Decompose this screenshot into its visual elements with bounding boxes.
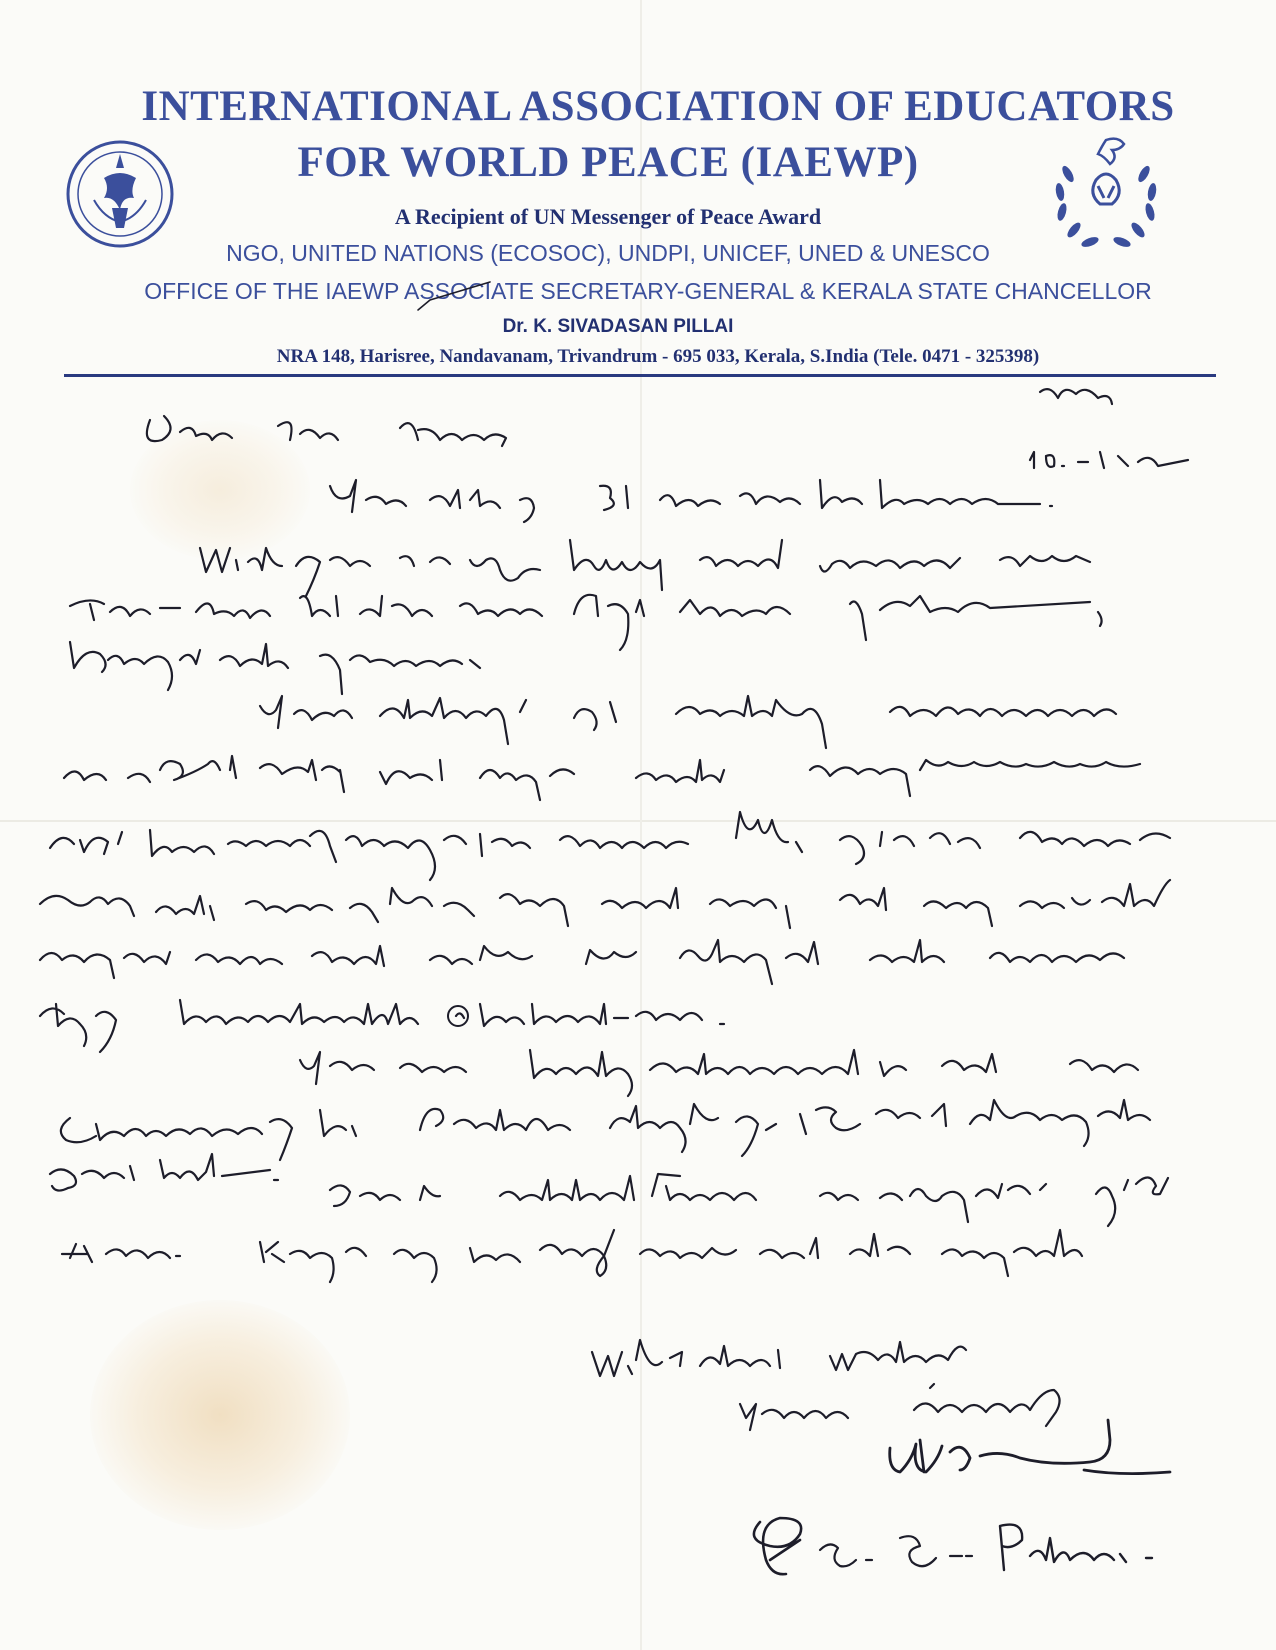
affiliations-line: NGO, UNITED NATIONS (ECOSOC), UNDPI, UNICEF, UNED & UNESCO bbox=[226, 240, 990, 266]
office-line: OFFICE OF THE IAEWP ASSOCIATE SECRETARY-GENERAL & KERALA STATE CHANCELLOR bbox=[144, 278, 1152, 304]
address-line: NRA 148, Harisree, Nandavanam, Trivandrum - 695 033, Kerala, S.India (Tele. 0471 - 325398) bbox=[276, 346, 1040, 367]
officer-name: Dr. K. SIVADASAN PILLAI bbox=[502, 316, 734, 337]
award-line: A Recipient of UN Messenger of Peace Award bbox=[394, 204, 822, 229]
letterhead-title-line2: FOR WORLD PEACE (IAEWP) bbox=[297, 139, 919, 186]
letterhead-title-line1: INTERNATIONAL ASSOCIATION OF EDUCATORS bbox=[141, 83, 1175, 130]
